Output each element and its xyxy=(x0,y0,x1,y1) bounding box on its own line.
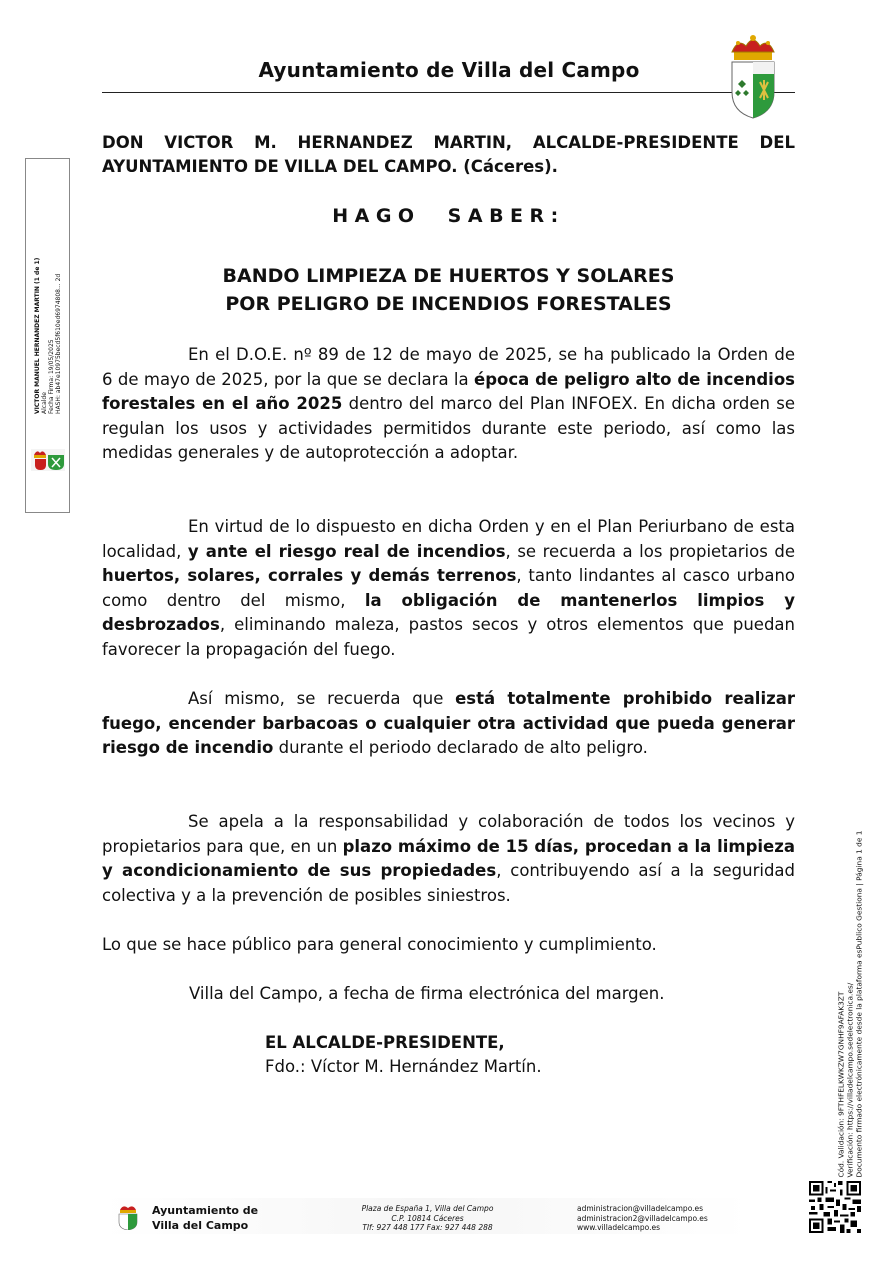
footer-email-1[interactable]: administracion@villadelcampo.es xyxy=(577,1204,704,1213)
footer-contact xyxy=(577,1204,708,1233)
qr-code-icon xyxy=(809,1181,861,1233)
signature-hash: HASH: ab47e10975becd5f610ed6974808... 2d xyxy=(54,273,62,414)
p4-bold: plazo máximo de 15 días, procedan a la limpieza y acondicionamiento de sus propiedades xyxy=(102,836,795,880)
p3-bold: está totalmente prohibido realizar fuego, encender barbacoas o cualquier otra actividad que pueda generar riesgo de incendio xyxy=(102,689,795,757)
signature-stamp xyxy=(25,158,70,513)
bando-title xyxy=(102,262,795,318)
footer-address-line2: C.P. 10814 Cáceres xyxy=(391,1213,464,1223)
hago-saber-heading: HAGO SABER: xyxy=(332,205,565,227)
footer-organization xyxy=(152,1203,258,1233)
footer-address xyxy=(340,1204,515,1233)
verification-text xyxy=(830,790,870,1180)
p2-bold-1: y ante el riesgo real de incendios xyxy=(187,541,506,561)
p2-bold-3: la obligación de mantenerlos limpios y desbrozados xyxy=(102,590,795,634)
header-divider xyxy=(102,92,795,93)
p2-text-end: , eliminando maleza, pastos secos y otros elementos que puedan favorecer la propagación del fuego. xyxy=(102,615,795,659)
bando-title-line2: POR PELIGRO DE INCENDIOS FORESTALES xyxy=(225,293,672,315)
signature-crest-icon xyxy=(31,449,65,471)
verification-code: Cód. Validación: 9FTHFELKWKZW7GNHF9AFAK3ZT xyxy=(836,991,846,1178)
paragraph-5: Lo que se hace público para general conocimiento y cumplimiento. xyxy=(102,935,657,954)
verification-platform: Documento firmado electrónicamente desde la plataforma esPublico Gestiona | Página 1 de 1 xyxy=(854,830,864,1178)
footer-email-2[interactable]: administracion2@villadelcampo.es xyxy=(577,1213,708,1223)
signature-role: Alcalde xyxy=(40,392,48,414)
signature-signer: VICTOR MANUEL HERNANDEZ MARTIN (1 de 1) xyxy=(33,257,41,414)
place-date-line: Villa del Campo, a fecha de firma electrónica del margen. xyxy=(189,984,665,1003)
addressee-heading: DON VICTOR M. HERNANDEZ MARTIN, ALCALDE-PRESIDENTE DEL AYUNTAMIENTO DE VILLA DEL CAMPO. (Cáceres). xyxy=(102,133,795,176)
paragraph-4 xyxy=(102,810,795,908)
p3-text: Así mismo, se recuerda que xyxy=(188,689,456,708)
footer-website[interactable]: www.villadelcampo.es xyxy=(577,1223,660,1232)
p2-text-2: , se recuerda a los propietarios de xyxy=(505,541,795,561)
p1-text: En el D.O.E. nº 89 de 12 de mayo de 2025, se ha publicado la Orden de 6 de mayo de 2025, por la que se declara la xyxy=(102,345,795,389)
p2-bold-2: huertos, solares, corrales y demás terrenos xyxy=(102,566,517,585)
footer-address-line1: Plaza de España 1, Villa del Campo xyxy=(361,1204,494,1213)
signature-date: Fecha Firma: 19/05/2025 xyxy=(47,339,55,414)
p4-text: Se apela a la responsabilidad y colaboración de todos los vecinos y propietarios para que, en un xyxy=(102,812,795,856)
p2-text: En virtud de lo dispuesto en dicha Orden y en el Plan Periurbano de esta localidad, xyxy=(102,517,795,561)
coat-of-arms-icon xyxy=(724,34,782,120)
footer-phone: Tlf: 927 448 177 Fax: 927 448 288 xyxy=(362,1223,493,1232)
signature-text xyxy=(26,159,69,419)
p3-text-end: durante el periodo declarado de alto peligro. xyxy=(273,738,648,757)
p2-text-3: , tanto lindantes al casco urbano como dentro del mismo, xyxy=(102,566,795,610)
footer-crest-icon xyxy=(115,1204,141,1230)
verification-url: Verificación: https://villadelcampo.sedelectronica.es/ xyxy=(845,982,855,1178)
paragraph-3 xyxy=(102,687,795,761)
signer-name: Fdo.: Víctor M. Hernández Martín. xyxy=(265,1057,542,1076)
p1-text-end: dentro del marco del Plan INFOEX. En dicha orden se regulan los usos y actividades permitidos durante este periodo, así como las medidas generales y de autoprotección a adoptar. xyxy=(102,394,795,462)
bando-title-line1: BANDO LIMPIEZA DE HUERTOS Y SOLARES xyxy=(222,265,675,287)
paragraph-1 xyxy=(102,343,795,466)
footer-org-line2: Villa del Campo xyxy=(152,1219,249,1232)
footer-org-line1: Ayuntamiento de xyxy=(152,1204,259,1217)
p1-bold: época de peligro alto de incendios forestales en el año 2025 xyxy=(102,369,795,413)
paragraph-2 xyxy=(102,515,795,662)
p4-text-end: , contribuyendo así a la seguridad colectiva y a la prevención de posibles siniestros. xyxy=(102,861,795,905)
signer-title: EL ALCALDE-PRESIDENTE, xyxy=(265,1033,505,1052)
header-title: Ayuntamiento de Villa del Campo xyxy=(258,58,640,82)
